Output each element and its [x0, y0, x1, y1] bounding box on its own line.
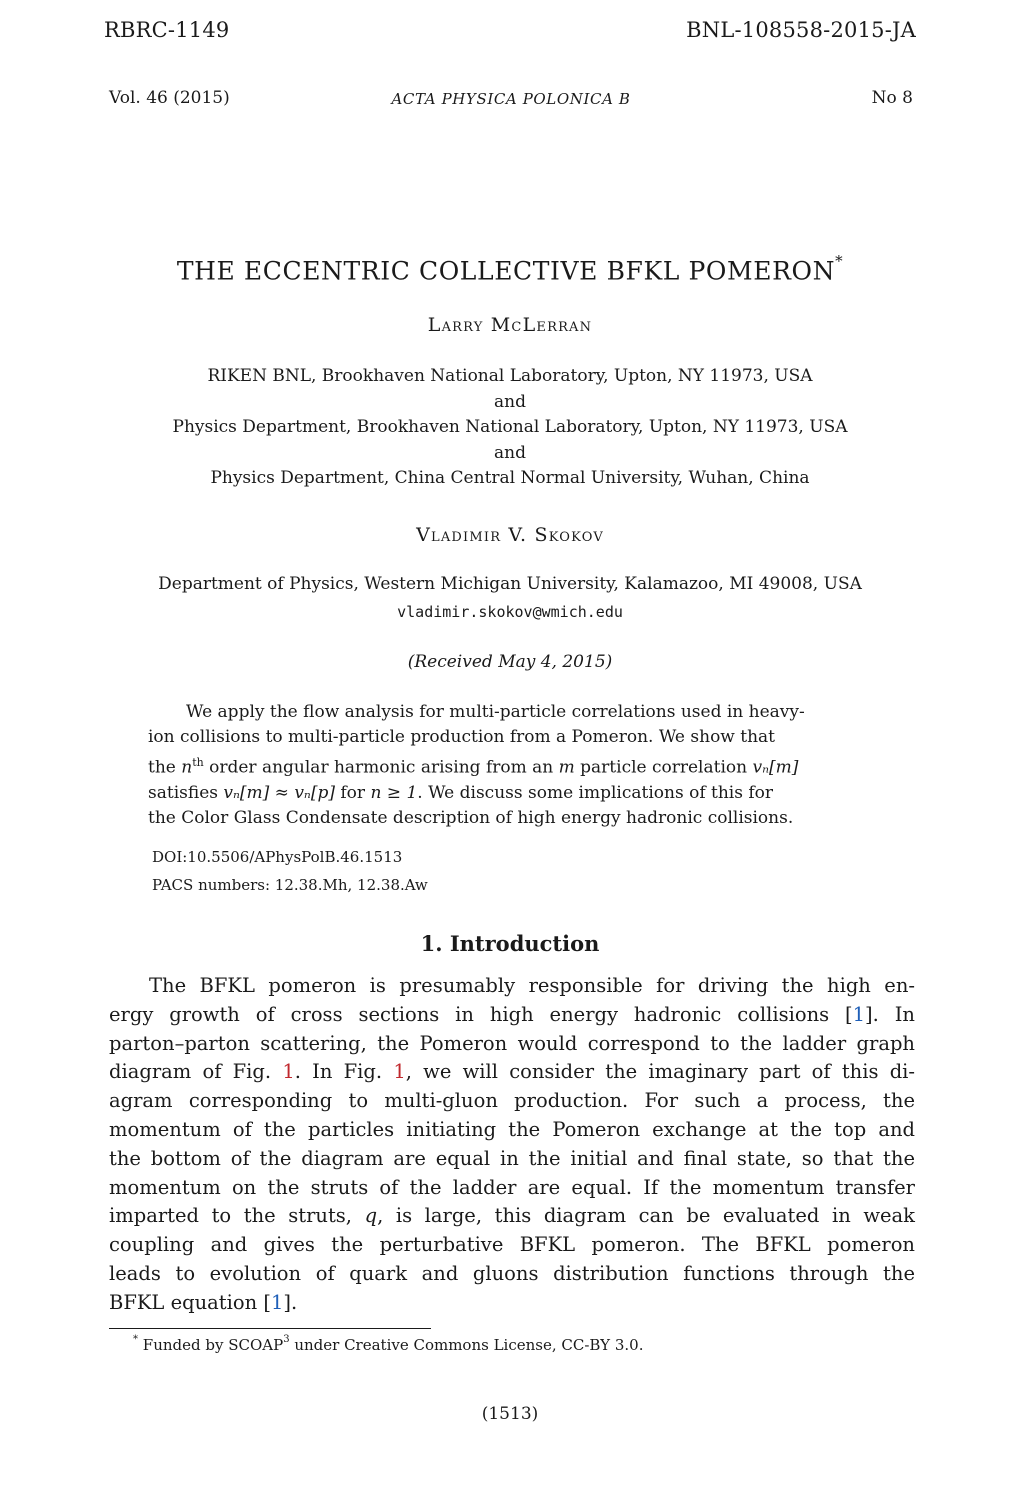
body-line: agram corresponding to multi-gluon production. For such a process, the	[109, 1089, 915, 1113]
affiliation-line: RIKEN BNL, Brookhaven National Laboratory, Upton, NY 11973, USA	[207, 366, 813, 386]
body-line: coupling and gives the perturbative BFKL pomeron. The BFKL pomeron	[109, 1233, 915, 1257]
abstract-text: satisfies	[148, 782, 224, 803]
math-q: q	[364, 1204, 378, 1228]
body-line: momentum on the struts of the ladder are equal. If the momentum transfer	[109, 1175, 915, 1199]
body-text: , is large, this diagram can be evaluated in weak	[377, 1204, 915, 1228]
body-line: leads to evolution of quark and gluons distribution functions through the	[109, 1261, 915, 1285]
math-m: m	[558, 757, 575, 778]
body-line	[109, 1289, 915, 1318]
paper-title	[80, 252, 940, 286]
affiliation-line: and	[494, 391, 526, 412]
abstract-text: particle correlation	[574, 757, 753, 778]
section-heading: 1. Introduction	[420, 931, 600, 956]
body-text: diagram of Fig.	[109, 1060, 283, 1084]
body-text: , we will consider the imaginary part of this di-	[405, 1060, 915, 1084]
title-footnote-mark: *	[835, 252, 844, 270]
body-text: . In Fig.	[294, 1060, 394, 1084]
body-paragraph	[109, 972, 915, 1318]
affiliation-line: Department of Physics, Western Michigan University, Kalamazoo, MI 49008, USA	[158, 574, 862, 594]
math-th: th	[192, 756, 204, 769]
body-text: imparted to the struts,	[109, 1204, 365, 1228]
footnote-text: under Creative Commons License, CC-BY 3.0.	[289, 1336, 644, 1354]
abstract-text: . We discuss some implications of this for	[417, 782, 774, 803]
pacs-line: PACS numbers: 12.38.Mh, 12.38.Aw	[152, 876, 428, 894]
math-relation: vₙ[m] ≈ vₙ[p]	[223, 782, 335, 803]
citation-link[interactable]: 1	[270, 1290, 284, 1314]
body-line	[109, 1001, 915, 1030]
author-name: Larry McLerran	[427, 314, 593, 336]
journal-name: ACTA PHYSICA POLONICA B	[391, 90, 631, 108]
report-number-right: BNL-108558-2015-JA	[686, 18, 916, 42]
body-text: ].	[283, 1290, 298, 1314]
author-email[interactable]: vladimir.skokov@wmich.edu	[397, 603, 623, 621]
body-line: The BFKL pomeron is presumably responsible for driving the high en-	[149, 974, 915, 997]
paper-title-text: THE ECCENTRIC COLLECTIVE BFKL POMERON	[176, 256, 836, 286]
math-condition: n ≥ 1	[370, 782, 418, 803]
body-line: momentum of the particles initiating the Pomeron exchange at the top and	[109, 1117, 915, 1141]
abstract-text: for	[334, 782, 371, 803]
math-n: n	[181, 757, 193, 778]
body-text: BFKL equation [	[109, 1290, 271, 1314]
abstract-line: ion collisions to multi-particle production from a Pomeron. We show that	[148, 727, 775, 747]
abstract-line: We apply the flow analysis for multi-particle correlations used in heavy-	[186, 702, 805, 722]
page-number: (1513)	[481, 1404, 539, 1424]
figure-link[interactable]: 1	[393, 1060, 406, 1084]
issue-label: No 8	[871, 88, 913, 108]
report-number-left: RBRC-1149	[104, 18, 230, 42]
volume-label: Vol. 46 (2015)	[109, 88, 230, 108]
math-vn-m: vₙ[m]	[752, 757, 799, 778]
abstract-line	[148, 750, 876, 781]
abstract-line: the Color Glass Condensate description of high energy hadronic collisions.	[148, 807, 794, 828]
footnote-mark: *	[133, 1334, 138, 1345]
received-date: (Received May 4, 2015)	[407, 652, 613, 672]
citation-link[interactable]: 1	[852, 1002, 866, 1026]
figure-link[interactable]: 1	[282, 1060, 295, 1084]
abstract-text: order angular harmonic arising from an	[203, 757, 559, 778]
footnote-text: Funded by SCOAP	[142, 1336, 284, 1354]
abstract-line	[148, 781, 876, 806]
footnote	[133, 1336, 643, 1354]
affiliation-line: Physics Department, China Central Normal University, Wuhan, China	[210, 468, 810, 488]
author-name: Vladimir V. Skokov	[416, 524, 604, 546]
footnote-sup: 3	[283, 1334, 290, 1345]
body-line	[109, 1058, 915, 1087]
abstract-text: the	[148, 757, 182, 778]
doi-line[interactable]: DOI:10.5506/APhysPolB.46.1513	[152, 848, 403, 866]
body-line: the bottom of the diagram are equal in the initial and final state, so that the	[109, 1146, 915, 1170]
body-line: parton–parton scattering, the Pomeron would correspond to the ladder graph	[109, 1031, 915, 1055]
running-head	[109, 88, 913, 110]
footnote-rule	[109, 1328, 431, 1329]
abstract	[148, 700, 876, 831]
body-text: ]. In	[865, 1002, 915, 1026]
body-text: ergy growth of cross sections in high energy hadronic collisions [	[109, 1002, 853, 1026]
affiliation-block	[80, 364, 940, 492]
affiliation-line: Physics Department, Brookhaven National Laboratory, Upton, NY 11973, USA	[172, 417, 848, 437]
affiliation-line: and	[494, 442, 526, 463]
body-line	[109, 1202, 915, 1231]
